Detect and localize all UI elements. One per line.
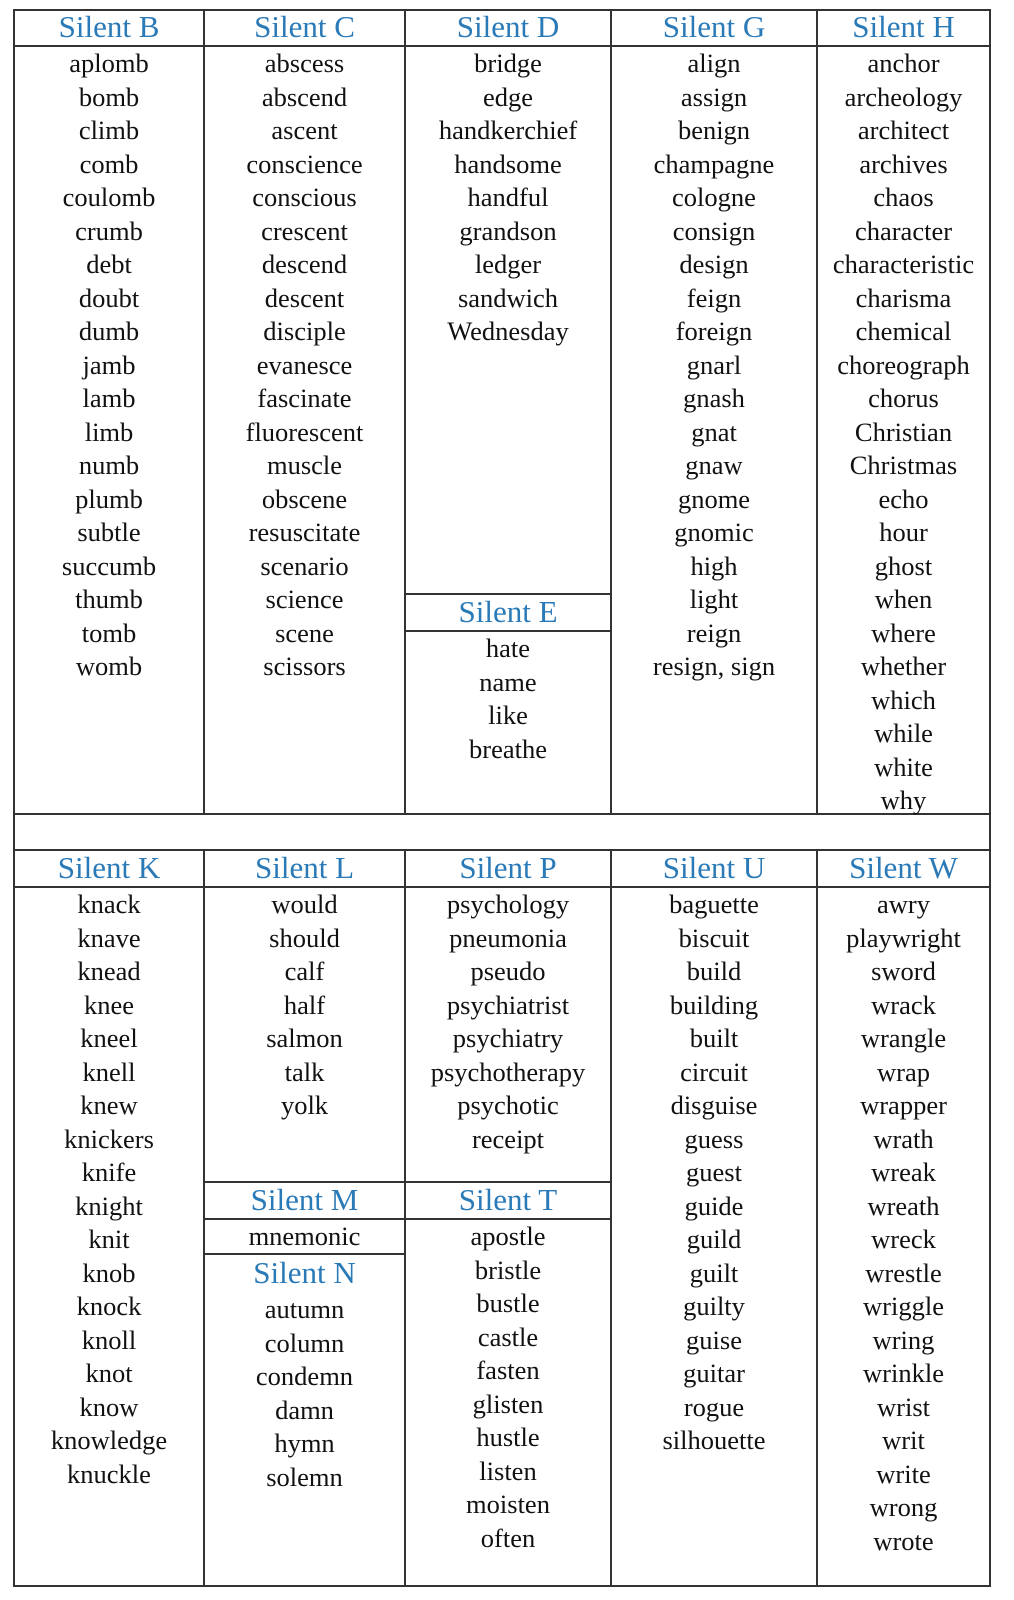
word-item: wrist — [877, 1391, 930, 1422]
word-item: condemn — [255, 1361, 354, 1391]
word-item: ghost — [874, 550, 933, 581]
word-item: wrinkle — [863, 1358, 944, 1388]
word-item: when — [874, 584, 933, 614]
word-item: knew — [80, 1090, 138, 1120]
word-item: assign — [680, 81, 748, 112]
word-item: wrangle — [860, 1023, 947, 1053]
word-item: cologne — [672, 182, 756, 212]
word-item: limb — [84, 416, 134, 447]
word-item: psychology — [446, 889, 570, 919]
word-item: subtle — [77, 517, 141, 547]
word-item: doubt — [78, 282, 140, 313]
word-item: guise — [686, 1324, 742, 1355]
word-item: guitar — [683, 1358, 745, 1388]
heading-silent-d: Silent D — [456, 9, 560, 44]
word-item: characteristic — [832, 249, 975, 279]
word-item: bridge — [474, 48, 542, 78]
word-item: white — [874, 751, 933, 782]
word-item: charisma — [855, 282, 952, 313]
word-item: scene — [275, 617, 334, 648]
word-item: knight — [75, 1190, 143, 1221]
word-item: psychotherapy — [430, 1056, 586, 1087]
word-item: building — [669, 989, 759, 1020]
word-item: circuit — [680, 1056, 748, 1087]
word-item: edge — [482, 81, 534, 112]
word-item: scissors — [263, 651, 346, 681]
word-item: crumb — [75, 215, 143, 246]
word-list-silent-b — [13, 47, 205, 684]
word-item: handful — [467, 182, 549, 212]
word-item: climb — [78, 115, 140, 145]
word-item: gnat — [691, 416, 737, 447]
word-item: often — [480, 1522, 536, 1553]
word-item: coulomb — [62, 182, 156, 212]
word-item: thumb — [75, 584, 143, 614]
word-item: align — [687, 48, 741, 78]
word-item: knob — [82, 1257, 136, 1288]
word-item: descent — [264, 282, 345, 313]
word-item: knead — [77, 956, 141, 986]
word-list-silent-e — [406, 632, 610, 766]
word-list-silent-k — [13, 888, 205, 1491]
word-list-silent-n — [205, 1293, 404, 1494]
word-item: wrapper — [860, 1090, 947, 1120]
word-item: knave — [77, 922, 141, 953]
word-item: yolk — [280, 1090, 329, 1120]
word-item: crescent — [261, 215, 348, 246]
word-item: talk — [284, 1056, 325, 1087]
word-item: knickers — [64, 1123, 154, 1154]
word-item: fascinate — [257, 383, 352, 413]
heading-silent-u: Silent U — [662, 850, 766, 885]
heading-silent-e: Silent E — [458, 594, 558, 629]
word-item: numb — [78, 450, 140, 480]
word-item: tomb — [81, 617, 137, 648]
word-item: aplomb — [69, 48, 149, 78]
word-item: resign, sign — [652, 651, 776, 681]
table-border-right — [989, 9, 991, 1587]
word-list-silent-d — [406, 47, 610, 349]
word-item: guest — [686, 1157, 742, 1187]
word-item: would — [271, 889, 338, 919]
heading-silent-n: Silent N — [253, 1255, 356, 1290]
word-item: pseudo — [470, 956, 546, 986]
word-item: benign — [677, 115, 751, 145]
word-item: knowledge — [50, 1425, 168, 1455]
word-list-silent-w — [818, 888, 989, 1558]
word-item: light — [689, 584, 739, 614]
word-item: handkerchief — [438, 115, 578, 145]
word-item: high — [690, 550, 738, 581]
heading-silent-l: Silent L — [254, 850, 355, 885]
word-item: guild — [686, 1224, 742, 1254]
word-item: should — [269, 922, 340, 953]
word-item: salmon — [266, 1023, 343, 1053]
word-item: knee — [83, 989, 135, 1020]
word-item: biscuit — [678, 922, 750, 953]
word-item: wrestle — [865, 1257, 942, 1288]
word-item: write — [876, 1458, 931, 1489]
heading-silent-p: Silent P — [459, 850, 557, 885]
word-item: fluorescent — [245, 416, 364, 447]
word-item: dumb — [78, 316, 140, 346]
word-item: abscess — [264, 48, 345, 78]
word-item: guilty — [683, 1291, 745, 1321]
word-item: gnome — [677, 483, 751, 514]
word-item: obscene — [261, 483, 348, 514]
word-item: calf — [284, 956, 325, 986]
word-item: knuckle — [67, 1458, 151, 1489]
word-item: moisten — [466, 1489, 550, 1519]
word-item: resuscitate — [248, 517, 361, 547]
word-item: hate — [485, 633, 531, 663]
word-item: sandwich — [457, 282, 559, 313]
word-item: grandson — [459, 215, 557, 246]
word-item: whether — [860, 651, 947, 681]
word-item: archeology — [844, 81, 963, 112]
word-item: handsome — [454, 148, 562, 179]
word-item: chorus — [868, 383, 939, 413]
heading-silent-b: Silent B — [58, 9, 160, 44]
word-item: plumb — [75, 483, 143, 514]
word-item: writ — [882, 1425, 925, 1455]
word-item: which — [871, 684, 936, 715]
word-list-silent-l — [205, 888, 404, 1123]
word-list-silent-c — [205, 47, 404, 684]
word-item: chaos — [873, 182, 934, 212]
word-item: wrong — [869, 1492, 938, 1522]
word-item: gnomic — [674, 517, 754, 547]
word-list-silent-t — [406, 1220, 610, 1555]
word-item: knife — [81, 1157, 137, 1187]
word-item: listen — [479, 1455, 537, 1486]
word-item: reign — [686, 617, 742, 648]
word-item: bomb — [78, 81, 140, 112]
word-item: knit — [88, 1224, 130, 1254]
word-item: disciple — [263, 316, 346, 346]
word-item: while — [874, 718, 933, 748]
word-item: wrote — [873, 1525, 934, 1556]
heading-silent-m: Silent M — [250, 1182, 359, 1217]
word-item: build — [686, 956, 742, 986]
word-item: guilt — [689, 1257, 739, 1288]
word-item: glisten — [472, 1388, 544, 1419]
word-item: anchor — [867, 48, 940, 78]
word-item: echo — [878, 483, 929, 514]
word-item: science — [265, 584, 344, 614]
heading-silent-h: Silent H — [852, 9, 955, 44]
word-item: knell — [82, 1056, 136, 1087]
word-item: debt — [86, 249, 132, 279]
word-item: gnash — [683, 383, 745, 413]
word-list-silent-m — [205, 1220, 404, 1254]
word-item: conscience — [246, 148, 363, 179]
word-item: like — [488, 700, 528, 730]
word-item: gnarl — [686, 349, 742, 380]
word-item: archives — [859, 148, 948, 179]
word-item: architect — [857, 115, 950, 145]
word-item: baguette — [669, 889, 759, 919]
word-item: wrack — [871, 989, 936, 1020]
word-item: built — [689, 1023, 739, 1053]
word-item: psychiatrist — [446, 989, 570, 1020]
silent-letters-table — [13, 9, 991, 1587]
word-item: apostle — [470, 1221, 546, 1251]
word-item: knoll — [81, 1324, 137, 1355]
word-item: silhouette — [662, 1425, 766, 1455]
word-item: wreck — [871, 1224, 936, 1254]
word-item: scenario — [260, 550, 349, 581]
word-item: abscend — [261, 81, 348, 112]
word-item: character — [854, 215, 953, 246]
word-item: disguise — [670, 1090, 758, 1120]
word-item: gnaw — [685, 450, 743, 480]
word-list-silent-h — [818, 47, 989, 818]
word-item: Christian — [854, 416, 953, 447]
word-item: awry — [877, 889, 930, 919]
word-item: Wednesday — [447, 316, 569, 346]
word-item: foreign — [675, 316, 753, 346]
word-item: bristle — [474, 1254, 542, 1285]
word-item: succumb — [61, 550, 157, 581]
word-item: psychotic — [457, 1090, 559, 1120]
word-item: playwright — [846, 922, 961, 953]
word-item: jamb — [82, 349, 136, 380]
heading-silent-k: Silent K — [57, 850, 161, 885]
heading-silent-t: Silent T — [458, 1182, 558, 1217]
word-item: name — [479, 666, 537, 697]
word-item: lamb — [82, 383, 136, 413]
word-item: damn — [275, 1394, 334, 1425]
word-item: wrath — [873, 1123, 934, 1154]
word-item: choreograph — [837, 349, 970, 380]
word-item: ledger — [474, 249, 542, 279]
word-item: muscle — [266, 450, 343, 480]
word-item: sword — [871, 956, 936, 986]
word-item: bustle — [476, 1288, 540, 1318]
word-item: champagne — [653, 148, 775, 179]
word-item: hour — [879, 517, 928, 547]
word-item: feign — [686, 282, 742, 313]
word-item: column — [264, 1327, 345, 1358]
word-item: descend — [261, 249, 348, 279]
word-item: half — [283, 989, 326, 1020]
word-item: breathe — [469, 733, 547, 764]
word-item: evanesce — [256, 349, 353, 380]
word-item: receipt — [471, 1123, 545, 1154]
word-list-silent-u — [612, 888, 816, 1458]
word-item: wriggle — [863, 1291, 944, 1321]
word-item: mnemonic — [248, 1221, 361, 1251]
word-item: conscious — [252, 182, 357, 212]
word-item: womb — [75, 651, 143, 681]
word-item: know — [79, 1391, 139, 1422]
word-item: autumn — [264, 1294, 345, 1324]
heading-silent-w: Silent W — [849, 850, 958, 885]
word-item: guide — [684, 1190, 744, 1221]
word-item: Christmas — [849, 450, 958, 480]
word-item: hymn — [274, 1428, 335, 1458]
word-item: ascent — [271, 115, 338, 145]
word-item: kneel — [80, 1023, 138, 1053]
word-item: psychiatry — [452, 1023, 564, 1053]
word-item: wring — [872, 1324, 935, 1355]
word-item: comb — [79, 148, 139, 179]
word-item: wrap — [877, 1056, 930, 1087]
word-item: castle — [477, 1321, 539, 1352]
word-item: why — [880, 785, 927, 815]
word-item: hustle — [476, 1422, 540, 1452]
word-item: knack — [77, 889, 141, 919]
word-item: rogue — [683, 1391, 745, 1422]
word-item: consign — [672, 215, 756, 246]
word-item: where — [871, 617, 936, 648]
word-item: wreak — [871, 1157, 936, 1187]
word-item: knock — [76, 1291, 142, 1321]
word-item: knot — [85, 1358, 133, 1388]
heading-silent-c: Silent C — [254, 9, 355, 44]
heading-silent-g: Silent G — [662, 9, 766, 44]
word-item: wreath — [867, 1190, 940, 1221]
word-item: design — [679, 249, 749, 279]
word-item: pneumonia — [449, 922, 567, 953]
word-list-silent-p — [406, 888, 610, 1156]
word-item: fasten — [476, 1355, 540, 1385]
word-list-silent-g — [612, 47, 816, 684]
table-border-bottom — [13, 1585, 991, 1587]
word-item: guess — [684, 1123, 744, 1154]
word-item: solemn — [266, 1461, 343, 1492]
word-item: chemical — [855, 316, 952, 346]
